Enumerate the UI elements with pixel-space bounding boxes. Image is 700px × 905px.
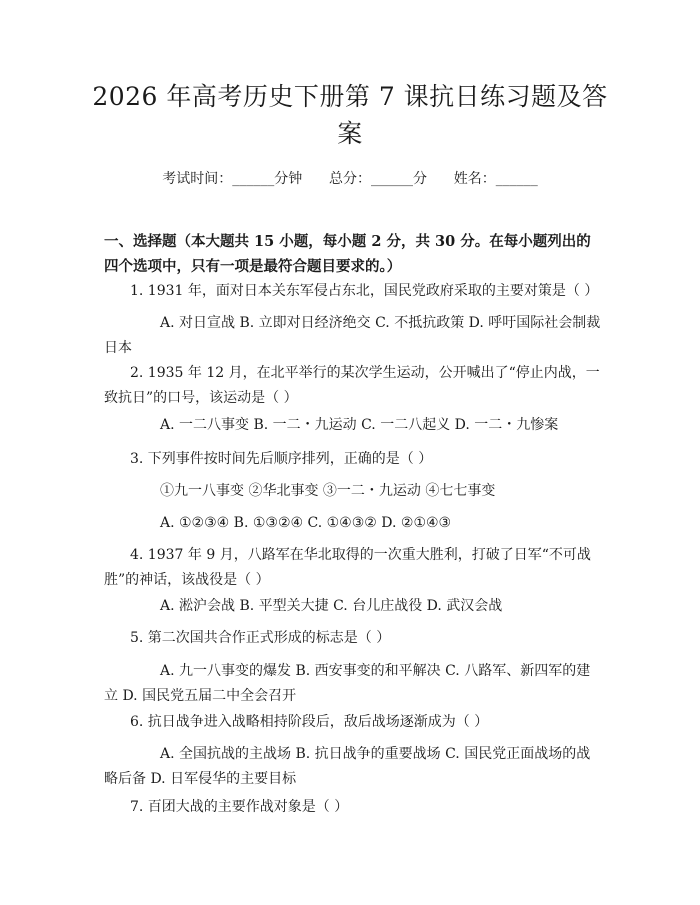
document-title bbox=[70, 78, 630, 152]
question-2: 2. 1935 年 12 月，在北平举行的某次学生运动，公开喊出了“停止内战，一致抗日”的口号，该运动是（ ） bbox=[104, 365, 600, 406]
exam-meta: 考试时间：______分钟 总分：______分 姓名：______ bbox=[162, 171, 538, 187]
question-4-options: A. 淞沪会战 B. 平型关大捷 C. 台儿庄战役 D. 武汉会战 bbox=[160, 598, 503, 614]
question-5-options: A. 九一八事变的爆发 B. 西安事变的和平解决 C. 八路军、新四军的建立 D. 国民党五届二中全会召开 bbox=[104, 663, 591, 704]
question-1-options: A. 对日宣战 B. 立即对日经济绝交 C. 不抵抗政策 D. 呼吁国际社会制裁日本 bbox=[104, 315, 601, 356]
question-3: 3. 下列事件按时间先后顺序排列，正确的是（ ） bbox=[130, 451, 433, 467]
question-5: 5. 第二次国共合作正式形成的标志是（ ） bbox=[130, 630, 391, 646]
question-7: 7. 百团大战的主要作战对象是（ ） bbox=[130, 799, 349, 815]
title-line-1: 2026 年高考历史下册第 7 课抗日练习题及答 bbox=[92, 82, 608, 111]
title-line-2: 案 bbox=[337, 119, 363, 148]
question-3-options: A. ①②③④ B. ①③②④ C. ①④③② D. ②①④③ bbox=[160, 515, 452, 531]
question-1: 1. 1931 年，面对日本关东军侵占东北，国民党政府采取的主要对策是（ ） bbox=[130, 283, 599, 299]
section-title: 一、选择题（本大题共 15 小题，每小题 2 分，共 30 分。在每小题列出的四个选项中，只有一项是最符合题目要求的。） bbox=[104, 233, 591, 275]
question-2-options: A. 一二八事变 B. 一二・九运动 C. 一二八起义 D. 一二・九惨案 bbox=[160, 417, 559, 433]
question-6: 6. 抗日战争进入战略相持阶段后，敌后战场逐渐成为（ ） bbox=[130, 714, 489, 730]
question-6-options: A. 全国抗战的主战场 B. 抗日战争的重要战场 C. 国民党正面战场的战略后备 D. 日军侵华的主要目标 bbox=[104, 746, 591, 787]
question-4: 4. 1937 年 9 月，八路军在华北取得的一次重大胜利，打破了日军“不可战胜”的神话，该战役是（ ） bbox=[104, 547, 591, 588]
question-3-items: ①九一八事变 ②华北事变 ③一二・九运动 ④七七事变 bbox=[160, 483, 496, 499]
